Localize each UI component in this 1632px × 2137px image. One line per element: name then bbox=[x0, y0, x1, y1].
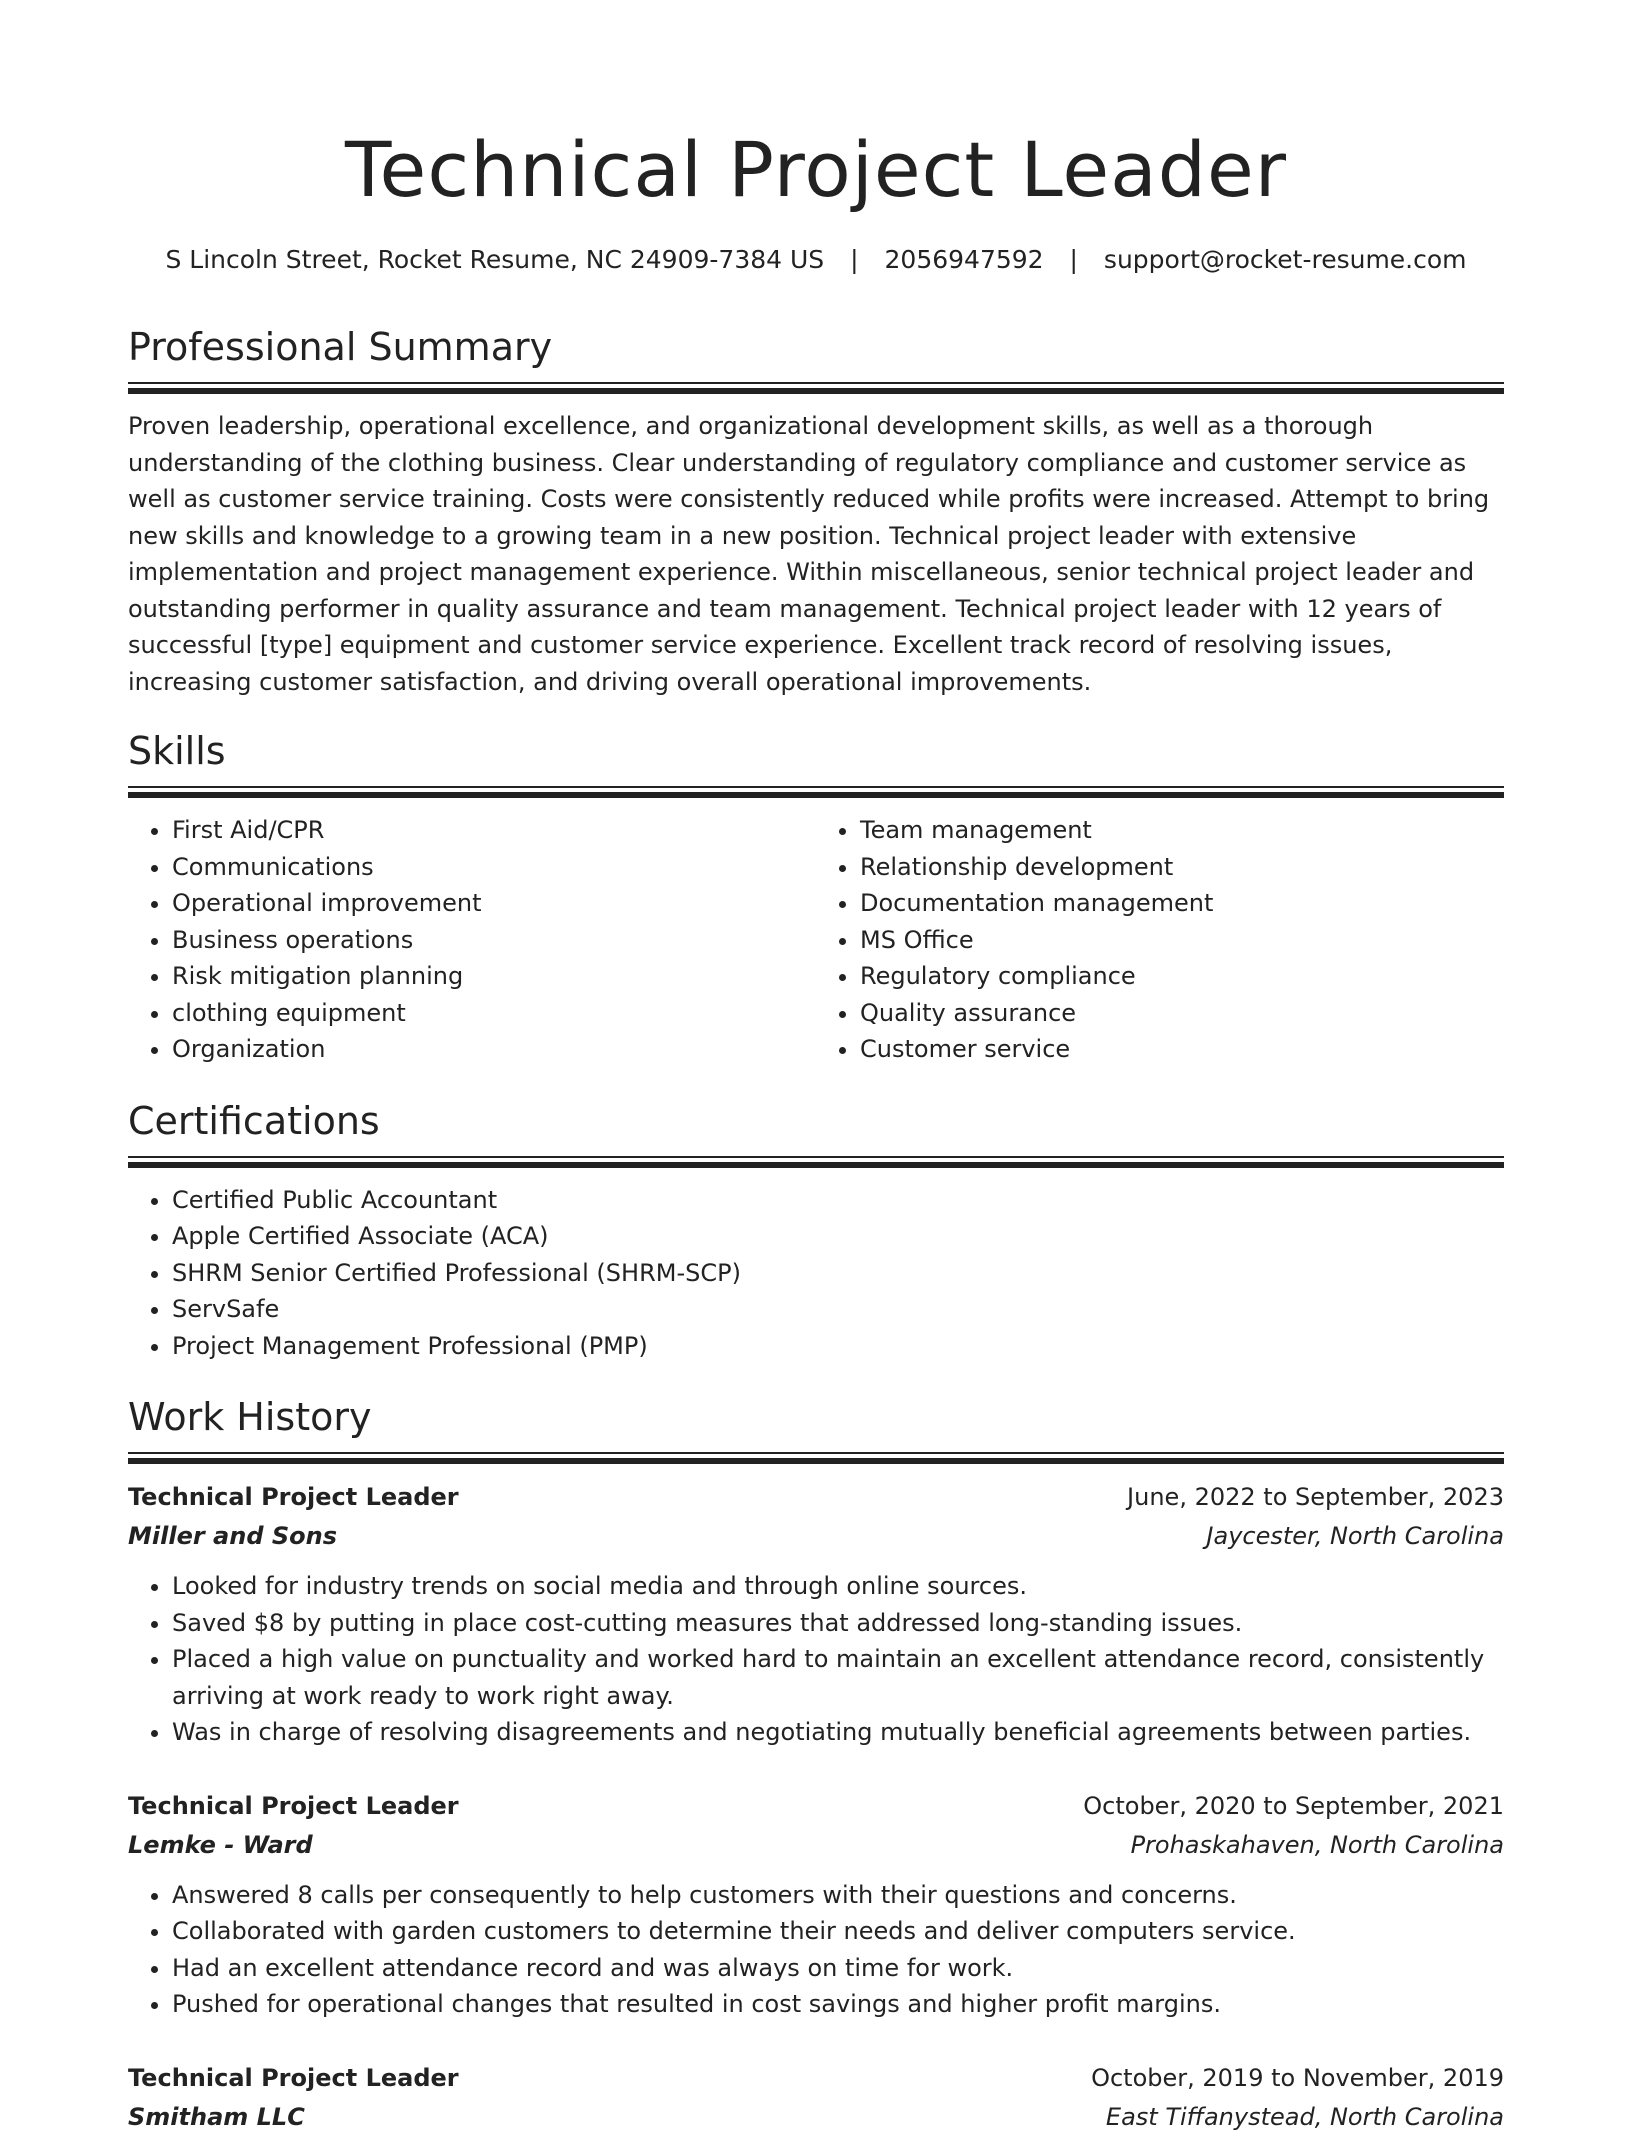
job-location: Jaycester, North Carolina bbox=[1206, 1522, 1504, 1550]
section-divider bbox=[128, 382, 1504, 394]
job-bullet: • Answered 8 calls per consequently to help customers with their questions and concerns. bbox=[172, 1877, 1504, 1914]
job-bullets bbox=[128, 1877, 1504, 2023]
skill-item: • clothing equipment bbox=[172, 995, 816, 1032]
skill-item: • Organization bbox=[172, 1031, 816, 1068]
certifications-list bbox=[128, 1182, 1504, 1365]
job-header-row bbox=[128, 2059, 1504, 2098]
certifications-section bbox=[128, 1096, 1504, 1365]
job-bullet: • Was in charge of resolving disagreements and negotiating mutually beneficial agreements between parties. bbox=[172, 1714, 1504, 1751]
job-bullet: • Collaborated with garden customers to determine their needs and deliver computers service. bbox=[172, 1913, 1504, 1950]
job-bullets bbox=[128, 1568, 1504, 1751]
section-heading: Skills bbox=[128, 729, 226, 773]
skills-section bbox=[128, 726, 1504, 1068]
job-company-row bbox=[128, 2098, 1504, 2137]
job-bullet: • Looked for industry trends on social media and through online sources. bbox=[172, 1568, 1504, 1605]
section-divider bbox=[128, 786, 1504, 798]
skill-item: • Operational improvement bbox=[172, 885, 816, 922]
job-entry bbox=[128, 1478, 1504, 1751]
skill-item: • Regulatory compliance bbox=[860, 958, 1504, 995]
job-company: Lemke - Ward bbox=[128, 1830, 313, 1859]
job-company-row bbox=[128, 1517, 1504, 1556]
skill-item: • Risk mitigation planning bbox=[172, 958, 816, 995]
skill-item: • Customer service bbox=[860, 1031, 1504, 1068]
job-location: East Tiffanystead, North Carolina bbox=[1105, 2102, 1504, 2131]
section-heading: Professional Summary bbox=[128, 325, 553, 369]
summary-text: Proven leadership, operational excellence, and organizational development skills, as well as a thorough understanding of the clothing business. Clear understanding of regulatory compliance and customer service as well as customer service training. Costs were consistently reduced while profits were increased. Attempt to bring new skills and knowledge to a growing team in a new position. Technical project leader with extensive implementation and project management experience. Within miscellaneous, senior technical project leader and outstanding performer in quality assurance and team management. Technical project leader with 12 years of successful [type] equipment and customer service experience. Excellent track record of resolving issues, increasing customer satisfaction, and driving overall operational improvements. bbox=[128, 412, 1490, 696]
job-entry bbox=[128, 2059, 1504, 2137]
skills-list-right bbox=[816, 812, 1504, 1068]
job-dates: October, 2019 to November, 2019 bbox=[1091, 2063, 1504, 2092]
resume-title: Technical Project Leader bbox=[345, 125, 1287, 214]
job-bullet: • Had an excellent attendance record and was always on time for work. bbox=[172, 1950, 1504, 1987]
contact-phone: 2056947592 bbox=[884, 245, 1044, 274]
job-title: Technical Project Leader bbox=[128, 1483, 459, 1511]
job-company: Miller and Sons bbox=[128, 1522, 337, 1550]
certification-item: • SHRM Senior Certified Professional (SHRM-SCP) bbox=[172, 1255, 1504, 1292]
job-bullet: • Saved $8 by putting in place cost-cutting measures that addressed long-standing issues. bbox=[172, 1605, 1504, 1642]
job-company: Smitham LLC bbox=[128, 2102, 305, 2131]
skill-item: • Team management bbox=[860, 812, 1504, 849]
job-header-row bbox=[128, 1787, 1504, 1826]
job-entry bbox=[128, 1787, 1504, 2023]
skill-item: • First Aid/CPR bbox=[172, 812, 816, 849]
job-company-row bbox=[128, 1826, 1504, 1865]
skill-item: • Business operations bbox=[172, 922, 816, 959]
job-bullet: • Placed a high value on punctuality and worked hard to maintain an excellent attendance record, consistently arriving at work ready to work right away. bbox=[172, 1641, 1504, 1714]
section-divider bbox=[128, 1452, 1504, 1464]
section-divider bbox=[128, 1156, 1504, 1168]
skill-item: • Documentation management bbox=[860, 885, 1504, 922]
job-dates: October, 2020 to September, 2021 bbox=[1083, 1791, 1504, 1820]
contact-address: S Lincoln Street, Rocket Resume, NC 24909-7384 US bbox=[165, 245, 825, 274]
certification-item: • Certified Public Accountant bbox=[172, 1182, 1504, 1219]
section-heading: Certifications bbox=[128, 1098, 380, 1143]
certification-item: • Apple Certified Associate (ACA) bbox=[172, 1218, 1504, 1255]
contact-email: support@rocket-resume.com bbox=[1103, 245, 1467, 274]
job-title: Technical Project Leader bbox=[128, 1791, 459, 1820]
skill-item: • Relationship development bbox=[860, 849, 1504, 886]
job-dates: June, 2022 to September, 2023 bbox=[1127, 1483, 1504, 1511]
job-bullet: • Pushed for operational changes that resulted in cost savings and higher profit margins. bbox=[172, 1986, 1504, 2023]
contact-separator: | bbox=[850, 245, 859, 274]
skill-item: • Quality assurance bbox=[860, 995, 1504, 1032]
contact-separator: | bbox=[1069, 245, 1078, 274]
summary-section bbox=[128, 322, 1504, 700]
certification-item: • Project Management Professional (PMP) bbox=[172, 1328, 1504, 1365]
skills-grid bbox=[128, 812, 1504, 1068]
skill-item: • MS Office bbox=[860, 922, 1504, 959]
job-location: Prohaskahaven, North Carolina bbox=[1130, 1830, 1504, 1859]
contact-line bbox=[128, 242, 1504, 278]
skills-list-left bbox=[128, 812, 816, 1068]
work-history-section bbox=[128, 1392, 1504, 2137]
certification-item: • ServSafe bbox=[172, 1291, 1504, 1328]
job-title: Technical Project Leader bbox=[128, 2063, 459, 2092]
skill-item: • Communications bbox=[172, 849, 816, 886]
section-heading: Work History bbox=[128, 1395, 372, 1439]
job-header-row bbox=[128, 1478, 1504, 1517]
